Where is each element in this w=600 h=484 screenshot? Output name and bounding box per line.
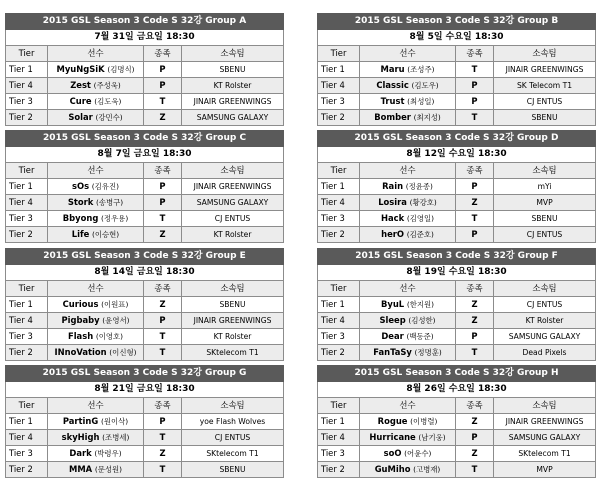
tier-cell: Tier 3 (318, 211, 360, 227)
group-e-table (5, 248, 284, 361)
player-korean-name: (조성주) (407, 65, 435, 74)
player-korean-name: (김명식) (107, 65, 135, 74)
race-cell: P (456, 227, 494, 243)
header-race: 종족 (456, 163, 494, 179)
table-row (318, 110, 596, 126)
race-cell: Z (456, 313, 494, 329)
team-cell: SBENU (494, 211, 596, 227)
group-title: 2015 GSL Season 3 Code S 32강 Group G (6, 366, 284, 382)
race-cell: P (144, 313, 182, 329)
race-cell: Z (144, 110, 182, 126)
header-player: 선수 (48, 163, 144, 179)
tier-cell: Tier 4 (6, 195, 48, 211)
race-cell: Z (456, 414, 494, 430)
player-korean-name: (이승현) (92, 230, 120, 239)
table-row (6, 313, 284, 329)
header-race: 종족 (456, 398, 494, 414)
race-cell: Z (456, 297, 494, 313)
header-player: 선수 (360, 163, 456, 179)
player-korean-name: (이병렬) (410, 417, 438, 426)
table-row (6, 462, 284, 478)
header-tier: Tier (318, 163, 360, 179)
tier-cell: Tier 4 (6, 78, 48, 94)
group-title: 2015 GSL Season 3 Code S 32강 Group E (6, 249, 284, 265)
player-korean-name: (조병세) (102, 433, 130, 442)
team-cell: KT Rolster (494, 313, 596, 329)
table-row (6, 62, 284, 78)
player-cell (360, 227, 456, 243)
table-row (318, 195, 596, 211)
tier-cell: Tier 4 (318, 313, 360, 329)
player-cell (360, 446, 456, 462)
header-tier: Tier (6, 163, 48, 179)
team-cell: KT Rolster (182, 329, 284, 345)
table-row (6, 414, 284, 430)
player-korean-name: (백동준) (406, 332, 434, 341)
team-cell: JINAIR GREENWINGS (182, 313, 284, 329)
header-team: 소속팀 (494, 281, 596, 297)
group-date: 7월 31일 금요일 18:30 (6, 30, 284, 46)
table-row (6, 446, 284, 462)
player-name: Rain (382, 181, 404, 191)
player-name: Stork (67, 197, 94, 207)
player-cell (48, 430, 144, 446)
player-name: Bbyong (62, 213, 99, 223)
tier-cell: Tier 2 (318, 462, 360, 478)
header-player: 선수 (48, 398, 144, 414)
table-row (6, 329, 284, 345)
player-name: FanTaSy (373, 347, 412, 357)
team-cell: JINAIR GREENWINGS (182, 94, 284, 110)
group-date: 8월 26일 수요일 18:30 (318, 382, 596, 398)
race-cell: P (456, 94, 494, 110)
group-title: 2015 GSL Season 3 Code S 32강 Group B (318, 14, 596, 30)
header-team: 소속팀 (494, 163, 596, 179)
player-name: skyHigh (61, 432, 100, 442)
player-cell (360, 297, 456, 313)
race-cell: T (144, 329, 182, 345)
race-cell: P (456, 78, 494, 94)
player-korean-name: (박령우) (94, 449, 122, 458)
team-cell: SBENU (182, 62, 284, 78)
group-b-table (317, 13, 596, 126)
team-cell: yoe Flash Wolves (182, 414, 284, 430)
player-cell (48, 414, 144, 430)
player-cell (48, 462, 144, 478)
table-row (6, 345, 284, 361)
header-tier: Tier (318, 281, 360, 297)
player-name: Hack (380, 213, 405, 223)
team-cell: SAMSUNG GALAXY (182, 195, 284, 211)
team-cell: JINAIR GREENWINGS (494, 62, 596, 78)
group-a-table (5, 13, 284, 126)
table-row (318, 446, 596, 462)
race-cell: Z (144, 227, 182, 243)
table-row (6, 94, 284, 110)
player-cell (360, 345, 456, 361)
player-cell (48, 78, 144, 94)
table-row (6, 179, 284, 195)
tier-cell: Tier 3 (318, 329, 360, 345)
header-team: 소속팀 (182, 281, 284, 297)
player-korean-name: (김준호) (406, 230, 434, 239)
tier-cell: Tier 3 (318, 94, 360, 110)
table-row (6, 297, 284, 313)
header-player: 선수 (360, 398, 456, 414)
player-cell (48, 345, 144, 361)
header-player: 선수 (48, 281, 144, 297)
group-title: 2015 GSL Season 3 Code S 32강 Group D (318, 131, 596, 147)
tier-cell: Tier 4 (318, 430, 360, 446)
player-name: soO (383, 448, 402, 458)
player-name: Sleep (379, 315, 406, 325)
player-korean-name: (어윤수) (404, 449, 432, 458)
player-name: MyuNgSiK (56, 64, 105, 74)
tier-cell: Tier 1 (318, 62, 360, 78)
team-cell: SAMSUNG GALAXY (182, 110, 284, 126)
team-cell: MVP (494, 195, 596, 211)
table-row (318, 78, 596, 94)
header-team: 소속팀 (182, 163, 284, 179)
race-cell: Z (144, 446, 182, 462)
header-tier: Tier (6, 46, 48, 62)
team-cell: CJ ENTUS (494, 297, 596, 313)
player-name: Flash (67, 331, 94, 341)
header-tier: Tier (6, 398, 48, 414)
group-f-table (317, 248, 596, 361)
player-cell (360, 313, 456, 329)
race-cell: P (456, 329, 494, 345)
table-row (318, 329, 596, 345)
player-korean-name: (문성원) (94, 465, 122, 474)
race-cell: T (144, 462, 182, 478)
header-race: 종족 (144, 163, 182, 179)
table-row (318, 179, 596, 195)
team-cell: mYi (494, 179, 596, 195)
tier-cell: Tier 2 (318, 110, 360, 126)
group-date: 8월 14일 금요일 18:30 (6, 265, 284, 281)
header-team: 소속팀 (494, 46, 596, 62)
header-team: 소속팀 (182, 46, 284, 62)
player-korean-name: (주성욱) (93, 81, 121, 90)
race-cell: T (144, 345, 182, 361)
player-name: PartinG (62, 416, 99, 426)
group-d-table (317, 130, 596, 243)
group-date: 8월 19일 수요일 18:30 (318, 265, 596, 281)
team-cell: SKtelecom T1 (182, 446, 284, 462)
tier-cell: Tier 1 (318, 414, 360, 430)
player-name: Pigbaby (61, 315, 100, 325)
player-name: Classic (376, 80, 409, 90)
tier-cell: Tier 2 (6, 345, 48, 361)
tier-cell: Tier 1 (6, 62, 48, 78)
group-date: 8월 12일 수요일 18:30 (318, 147, 596, 163)
team-cell: SBENU (182, 297, 284, 313)
player-name: herO (381, 229, 405, 239)
race-cell: T (456, 462, 494, 478)
race-cell: P (144, 179, 182, 195)
race-cell: Z (144, 297, 182, 313)
tier-cell: Tier 2 (318, 345, 360, 361)
player-cell (48, 195, 144, 211)
player-name: Dear (381, 331, 404, 341)
header-tier: Tier (318, 46, 360, 62)
player-name: Curious (62, 299, 99, 309)
player-cell (48, 179, 144, 195)
race-cell: P (456, 430, 494, 446)
player-cell (48, 446, 144, 462)
team-cell: JINAIR GREENWINGS (494, 414, 596, 430)
table-row (6, 430, 284, 446)
table-row (318, 430, 596, 446)
group-c-table (5, 130, 284, 243)
group-g-table (5, 365, 284, 478)
group-date: 8월 5일 수요일 18:30 (318, 30, 596, 46)
tier-cell: Tier 3 (6, 329, 48, 345)
player-korean-name: (김도우) (411, 81, 439, 90)
player-korean-name: (윤영서) (102, 316, 130, 325)
race-cell: P (144, 78, 182, 94)
race-cell: P (144, 62, 182, 78)
tier-cell: Tier 2 (6, 110, 48, 126)
table-row (318, 414, 596, 430)
team-cell: MVP (494, 462, 596, 478)
player-name: GuMiho (374, 464, 411, 474)
group-date: 8월 7일 금요일 18:30 (6, 147, 284, 163)
team-cell: CJ ENTUS (494, 227, 596, 243)
header-player: 선수 (48, 46, 144, 62)
player-korean-name: (송병구) (95, 198, 124, 207)
team-cell: KT Rolster (182, 227, 284, 243)
player-korean-name: (정명훈) (414, 348, 442, 357)
table-row (318, 313, 596, 329)
group-h-table (317, 365, 596, 478)
team-cell: JINAIR GREENWINGS (182, 179, 284, 195)
race-cell: P (456, 179, 494, 195)
team-cell: KT Rolster (182, 78, 284, 94)
player-name: Cure (69, 96, 92, 106)
player-korean-name: (한지원) (406, 300, 434, 309)
team-cell: CJ ENTUS (182, 430, 284, 446)
team-cell: SKtelecom T1 (182, 345, 284, 361)
table-row (6, 195, 284, 211)
header-race: 종족 (456, 281, 494, 297)
player-cell (360, 110, 456, 126)
player-korean-name: (이원표) (101, 300, 129, 309)
player-korean-name: (황강호) (409, 198, 437, 207)
player-name: Maru (380, 64, 405, 74)
player-name: ByuL (380, 299, 405, 309)
player-korean-name: (최지성) (413, 113, 441, 122)
player-name: Bomber (374, 112, 411, 122)
tier-cell: Tier 1 (6, 414, 48, 430)
race-cell: T (456, 211, 494, 227)
player-korean-name: (김성한) (408, 316, 436, 325)
header-player: 선수 (360, 281, 456, 297)
header-team: 소속팀 (494, 398, 596, 414)
player-korean-name: (원이삭) (100, 417, 129, 426)
player-cell (360, 179, 456, 195)
team-cell: Dead Pixels (494, 345, 596, 361)
player-cell (360, 94, 456, 110)
team-cell: SAMSUNG GALAXY (494, 329, 596, 345)
race-cell: T (144, 94, 182, 110)
tier-cell: Tier 4 (6, 430, 48, 446)
player-name: Zest (70, 80, 91, 90)
table-row (318, 462, 596, 478)
header-race: 종족 (144, 46, 182, 62)
tier-cell: Tier 2 (6, 462, 48, 478)
player-name: Rogue (377, 416, 408, 426)
player-cell (360, 62, 456, 78)
race-cell: T (456, 110, 494, 126)
team-cell: SBENU (182, 462, 284, 478)
team-cell: SK Telecom T1 (494, 78, 596, 94)
player-korean-name: (고병재) (413, 465, 441, 474)
tier-cell: Tier 3 (6, 94, 48, 110)
team-cell: SKtelecom T1 (494, 446, 596, 462)
race-cell: T (456, 62, 494, 78)
player-name: MMA (68, 464, 93, 474)
group-title: 2015 GSL Season 3 Code S 32강 Group H (318, 366, 596, 382)
header-tier: Tier (6, 281, 48, 297)
player-name: Hurricane (369, 432, 416, 442)
tier-cell: Tier 3 (6, 446, 48, 462)
race-cell: Z (456, 446, 494, 462)
tier-cell: Tier 1 (318, 297, 360, 313)
player-cell (360, 462, 456, 478)
race-cell: P (144, 414, 182, 430)
table-row (6, 78, 284, 94)
tier-cell: Tier 2 (6, 227, 48, 243)
table-row (318, 211, 596, 227)
team-cell: SBENU (494, 110, 596, 126)
tier-cell: Tier 1 (6, 179, 48, 195)
table-row (318, 94, 596, 110)
race-cell: T (456, 345, 494, 361)
tier-cell: Tier 3 (6, 211, 48, 227)
group-title: 2015 GSL Season 3 Code S 32강 Group A (6, 14, 284, 30)
player-cell (48, 227, 144, 243)
table-row (6, 211, 284, 227)
tier-cell: Tier 1 (318, 179, 360, 195)
player-korean-name: (이영호) (95, 332, 124, 341)
tier-cell: Tier 2 (318, 227, 360, 243)
table-row (318, 62, 596, 78)
header-race: 종족 (144, 281, 182, 297)
group-title: 2015 GSL Season 3 Code S 32강 Group F (318, 249, 596, 265)
player-cell (360, 329, 456, 345)
player-cell (48, 313, 144, 329)
group-title: 2015 GSL Season 3 Code S 32강 Group C (6, 131, 284, 147)
player-korean-name: (정윤종) (405, 182, 433, 191)
player-name: Trust (380, 96, 405, 106)
player-cell (360, 195, 456, 211)
player-korean-name: (이신형) (109, 348, 137, 357)
header-race: 종족 (144, 398, 182, 414)
header-player: 선수 (360, 46, 456, 62)
race-cell: Z (456, 195, 494, 211)
table-row (6, 227, 284, 243)
player-name: Solar (68, 112, 93, 122)
tier-cell: Tier 1 (6, 297, 48, 313)
player-cell (48, 297, 144, 313)
player-name: Life (71, 229, 90, 239)
player-cell (48, 62, 144, 78)
team-cell: SAMSUNG GALAXY (494, 430, 596, 446)
player-name: INnoVation (54, 347, 107, 357)
header-tier: Tier (318, 398, 360, 414)
table-row (318, 345, 596, 361)
player-cell (360, 430, 456, 446)
player-korean-name: (김도욱) (94, 97, 122, 106)
race-cell: T (144, 211, 182, 227)
player-name: sOs (72, 181, 90, 191)
player-cell (360, 78, 456, 94)
player-cell (48, 211, 144, 227)
player-cell (360, 414, 456, 430)
player-korean-name: (강민수) (95, 113, 123, 122)
table-row (318, 227, 596, 243)
player-cell (360, 211, 456, 227)
player-cell (48, 329, 144, 345)
player-name: Losira (378, 197, 407, 207)
race-cell: P (144, 195, 182, 211)
player-korean-name: (김유진) (91, 182, 119, 191)
race-cell: T (144, 430, 182, 446)
player-name: Dark (69, 448, 92, 458)
tier-cell: Tier 4 (318, 195, 360, 211)
player-korean-name: (남기웅) (418, 433, 446, 442)
table-row (318, 297, 596, 313)
team-cell: CJ ENTUS (494, 94, 596, 110)
player-korean-name: (정우용) (101, 214, 129, 223)
table-row (6, 110, 284, 126)
player-korean-name: (최성일) (407, 97, 435, 106)
tier-cell: Tier 4 (318, 78, 360, 94)
header-team: 소속팀 (182, 398, 284, 414)
player-cell (48, 110, 144, 126)
player-korean-name: (김영일) (406, 214, 435, 223)
tier-cell: Tier 4 (6, 313, 48, 329)
group-date: 8월 21일 금요일 18:30 (6, 382, 284, 398)
header-race: 종족 (456, 46, 494, 62)
player-cell (48, 94, 144, 110)
tier-cell: Tier 3 (318, 446, 360, 462)
team-cell: CJ ENTUS (182, 211, 284, 227)
